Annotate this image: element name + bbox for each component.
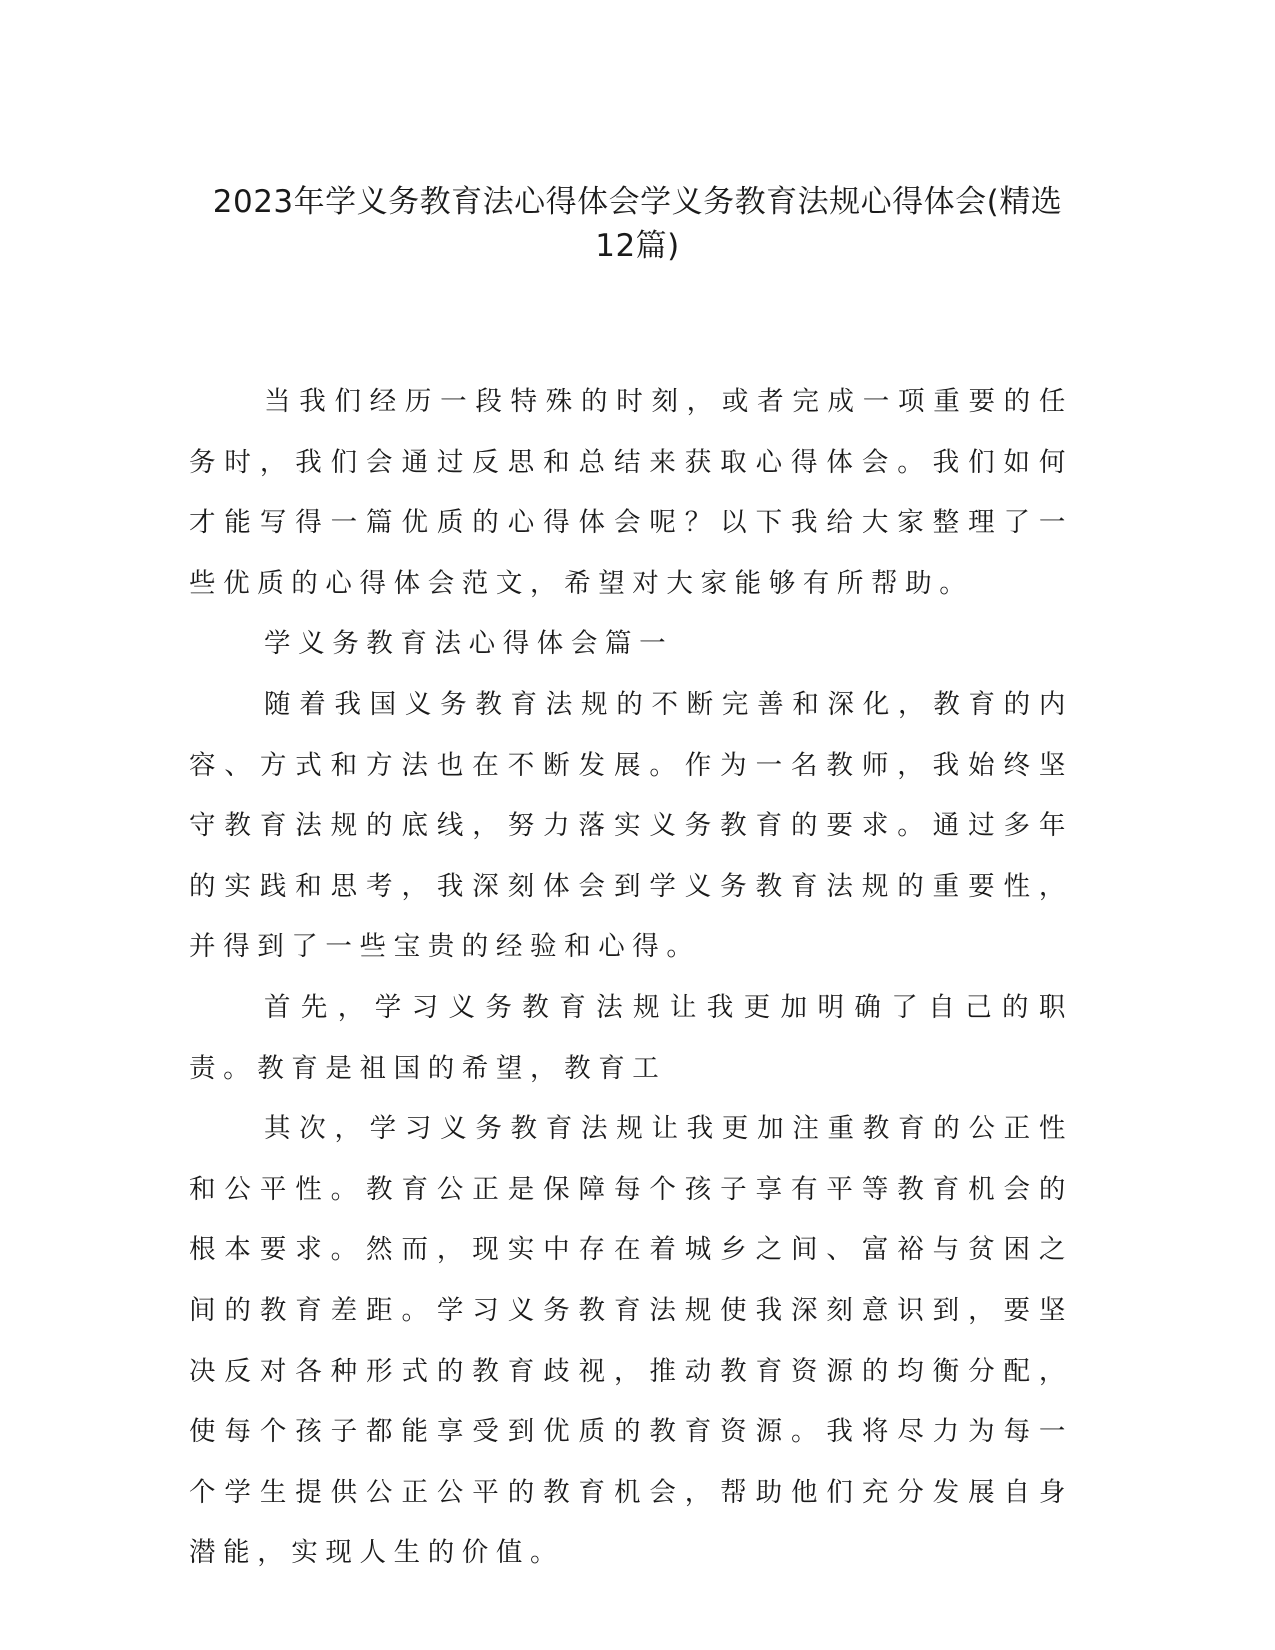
body-paragraph: 首先，学习义务教育法规让我更加明确了自己的职责。教育是祖国的希望，教育工 [189, 991, 1073, 1084]
body-paragraph: 随着我国义务教育法规的不断完善和深化，教育的内容、方式和方法也在不断发展。作为一名教师，我始终坚守教育法规的底线，努力落实义务教育的要求。通过多年的实践和思考，我深刻体会到学义务教育法规的重要性，并得到了一些宝贵的经验和心得。 [189, 688, 1073, 963]
document-title [170, 180, 1105, 268]
section-heading: 学义务教育法心得体会篇一 [264, 628, 674, 660]
document-title-line-1: 2023年学义务教育法心得体会学义务教育法规心得体会(精选 [212, 184, 1063, 220]
body-paragraph: 其次，学习义务教育法规让我更加注重教育的公正性和公平性。教育公正是保障每个孩子享有平等教育机会的根本要求。然而，现实中存在着城乡之间、富裕与贫困之间的教育差距。学习义务教育法规使我深刻意识到，要坚决反对各种形式的教育歧视，推动教育资源的均衡分配，使每个孩子都能享受到优质的教育资源。我将尽力为每一个学生提供公正公平的教育机会，帮助他们充分发展自身潜能，实现人生的价值。 [189, 1113, 1073, 1569]
document-body [189, 372, 1073, 1584]
intro-paragraph: 当我们经历一段特殊的时刻，或者完成一项重要的任务时，我们会通过反思和总结来获取心得体会。我们如何才能写得一篇优质的心得体会呢？以下我给大家整理了一些优质的心得体会范文，希望对大家能够有所帮助。 [189, 386, 1073, 599]
document-title-line-2: 12篇) [595, 228, 680, 264]
